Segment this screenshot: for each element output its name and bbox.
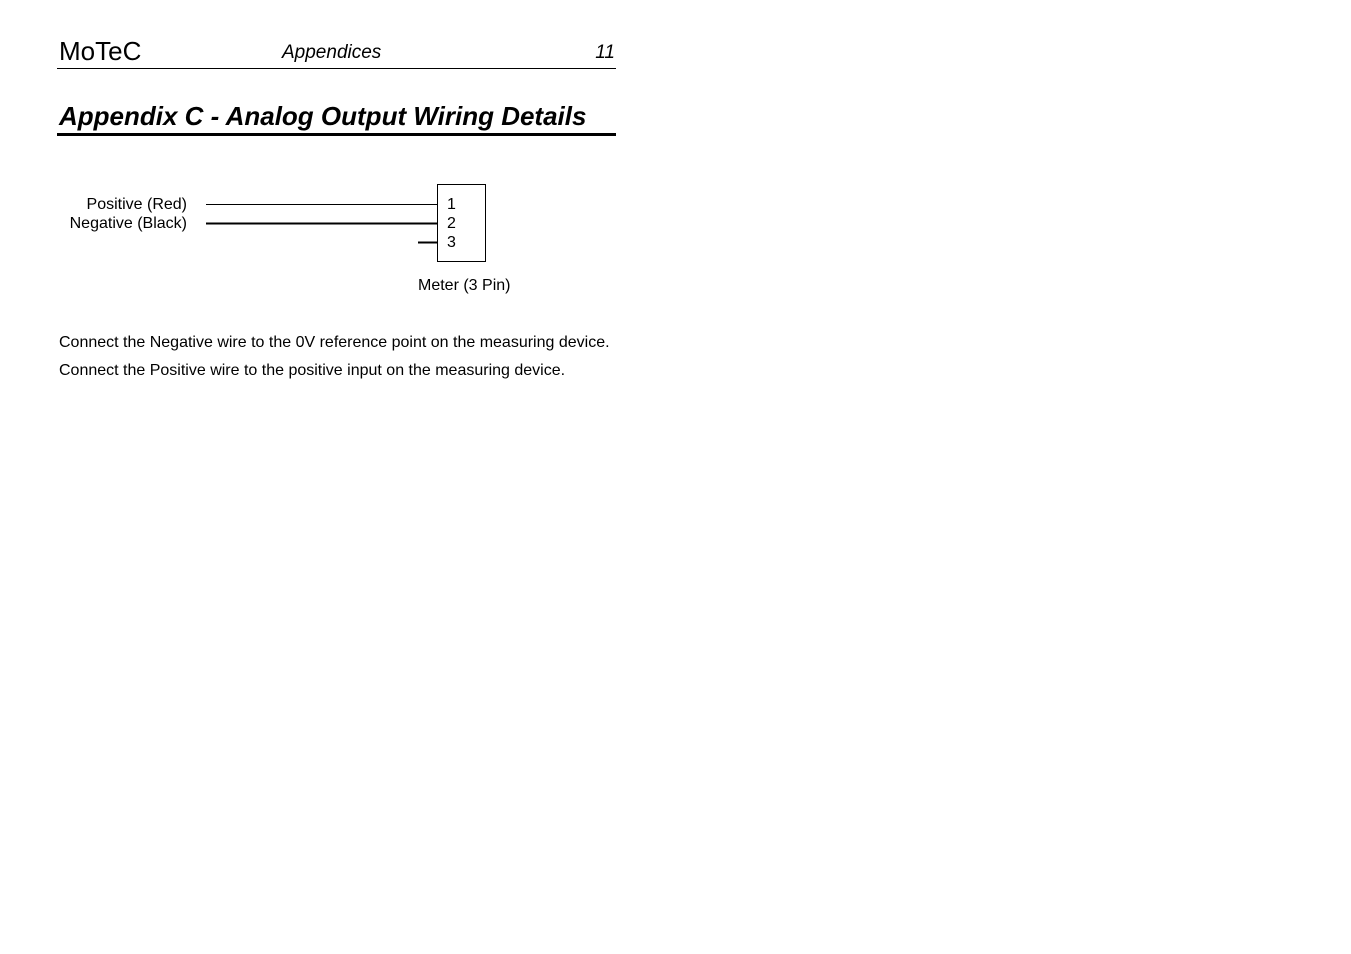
meter-connector-box bbox=[438, 185, 486, 262]
connector-label: Meter (3 Pin) bbox=[418, 277, 511, 294]
wire-label-negative: Negative (Black) bbox=[69, 215, 187, 232]
instruction-positive: Connect the Positive wire to the positive input on the measuring device. bbox=[59, 362, 566, 379]
page-title-text: Appendix C - Analog Output Wiring Details bbox=[59, 101, 587, 131]
pin-number-1: 1 bbox=[447, 196, 456, 213]
page-header bbox=[57, 36, 616, 69]
wiring-diagram bbox=[57, 170, 557, 310]
page-title bbox=[57, 99, 616, 136]
page-number: 11 bbox=[595, 42, 615, 63]
brand-name: MoTeC bbox=[59, 36, 142, 66]
pin-number-2: 2 bbox=[447, 215, 456, 232]
section-name: Appendices bbox=[282, 42, 382, 63]
pin-number-3: 3 bbox=[447, 234, 456, 251]
wire-label-positive: Positive (Red) bbox=[86, 196, 187, 213]
instruction-negative: Connect the Negative wire to the 0V reference point on the measuring device. bbox=[59, 334, 610, 351]
